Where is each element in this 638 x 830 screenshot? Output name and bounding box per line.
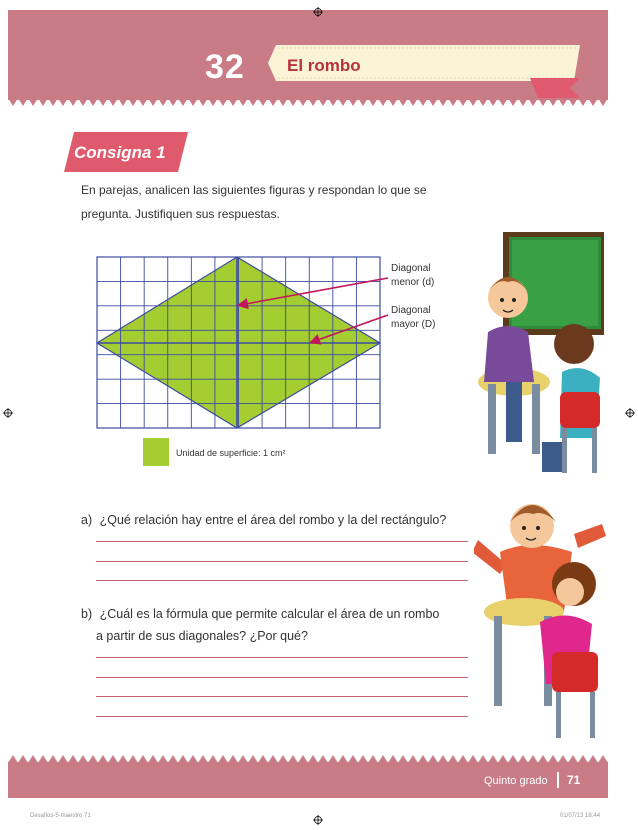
header-zigzag-edge: [8, 98, 608, 108]
answer-line[interactable]: [96, 541, 468, 542]
callout-major-line1: Diagonal: [391, 305, 431, 316]
lesson-number: 32: [205, 48, 245, 86]
students-at-desk-illustration: [476, 232, 604, 477]
consigna-label: Consigna 1: [74, 143, 166, 162]
footer-grade: Quinto grado: [484, 775, 548, 787]
footer-separator: [557, 772, 559, 788]
answer-line[interactable]: [96, 696, 468, 697]
callout-minor: [391, 262, 434, 290]
callout-arrows: [230, 270, 395, 350]
page-number: 71: [567, 773, 581, 787]
registration-mark-icon: [625, 405, 635, 415]
answer-line[interactable]: [96, 716, 468, 717]
answer-line[interactable]: [96, 677, 468, 678]
ribbon-fold: [530, 78, 582, 100]
question-a: [81, 510, 446, 530]
answer-line[interactable]: [96, 657, 468, 658]
registration-mark-icon: [313, 4, 323, 14]
question-b-text-line2: a partir de sus diagonales? ¿Por qué?: [96, 629, 308, 643]
unit-square-swatch: [143, 438, 169, 466]
page-title: El rombo: [287, 56, 361, 75]
callout-minor-line1: Diagonal: [391, 263, 431, 274]
arrow-major-diagonal: [312, 315, 388, 342]
question-b: [81, 604, 439, 624]
students-raising-hands-illustration: [474, 492, 606, 742]
question-b-letter: b): [81, 607, 93, 621]
print-slug-file: Desafios-5-maestro 71: [30, 813, 91, 819]
question-a-letter: a): [81, 513, 93, 527]
registration-mark-icon: [3, 405, 13, 415]
registration-mark-icon: [313, 812, 323, 822]
instructions-text: En parejas, analicen las siguientes figuras y respondan lo que se pregunta. Justifiquen sus respuestas.: [81, 183, 427, 221]
callout-minor-line2: menor (d): [391, 277, 435, 288]
callout-major: [391, 304, 435, 332]
print-slug-date: 01/07/13 18:44: [560, 813, 601, 819]
question-a-text: ¿Qué relación hay entre el área del rombo y la del rectángulo?: [99, 513, 447, 527]
legend-label: Unidad de superficie: 1 cm²: [176, 448, 286, 458]
answer-line[interactable]: [96, 580, 468, 581]
arrow-minor-diagonal: [240, 278, 388, 305]
question-b-text-line1: ¿Cuál es la fórmula que permite calcular el área de un rombo: [99, 607, 440, 621]
callout-major-line2: mayor (D): [391, 319, 436, 330]
answer-line[interactable]: [96, 561, 468, 562]
